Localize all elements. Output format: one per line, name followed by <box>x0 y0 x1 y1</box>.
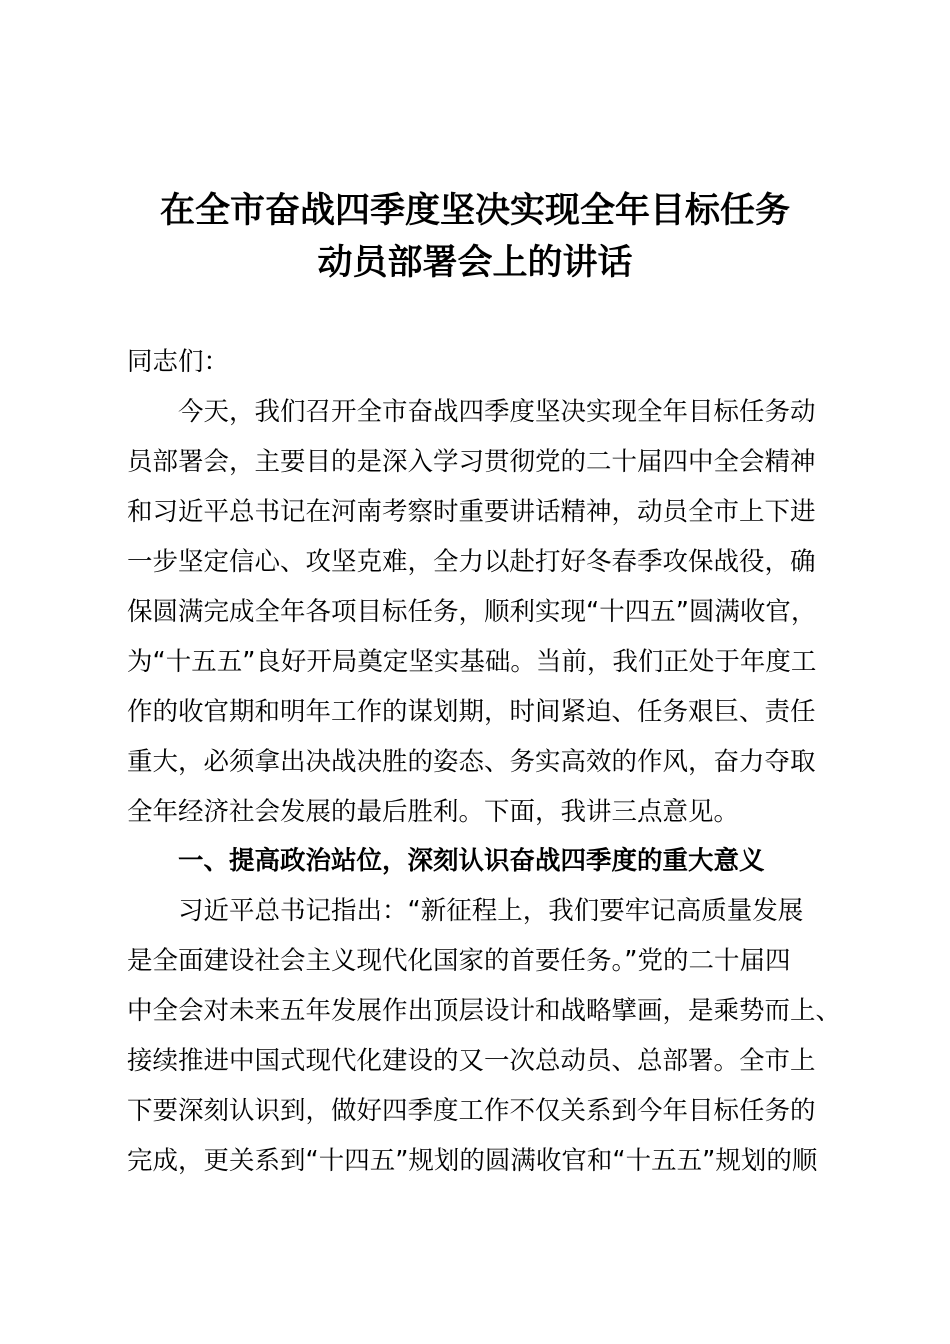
body-line: 作的收官期和明年工作的谋划期，时间紧迫、任务艰巨、责任 <box>127 697 816 727</box>
body-line: 保圆满完成全年各项目标任务，顺利实现“十四五”圆满收官， <box>127 597 817 627</box>
document-title-line-2: 动员部署会上的讲话 <box>317 243 633 283</box>
body-line: 完成，更关系到“十四五”规划的圆满收官和“十五五”规划的顺 <box>127 1146 818 1176</box>
body-line: 和习近平总书记在河南考察时重要讲话精神，动员全市上下进 <box>127 497 816 527</box>
body-line: 下要深刻认识到，做好四季度工作不仅关系到今年目标任务的 <box>127 1096 816 1126</box>
section-heading-1: 一、提高政治站位，深刻认识奋战四季度的重大意义 <box>178 846 765 876</box>
body-line: 一步坚定信心、攻坚克难，全力以赴打好冬春季攻保战役，确 <box>127 547 816 577</box>
body-line: 全年经济社会发展的最后胜利。下面，我讲三点意见。 <box>127 797 740 827</box>
body-line: 今天，我们召开全市奋战四季度坚决实现全年目标任务动 <box>178 397 816 427</box>
body-line: 中全会对未来五年发展作出顶层设计和战略擘画，是乘势而上、 <box>127 996 842 1026</box>
body-line: 习近平总书记指出：“新征程上，我们要牢记高质量发展 <box>178 896 804 926</box>
body-line: 是全面建设社会主义现代化国家的首要任务。”党的二十届四 <box>127 946 791 976</box>
body-line: 为“十五五”良好开局奠定坚实基础。当前，我们正处于年度工 <box>127 647 817 677</box>
body-line: 接续推进中国式现代化建设的又一次总动员、总部署。全市上 <box>127 1046 816 1076</box>
body-line: 重大，必须拿出决战决胜的姿态、务实高效的作风，奋力夺取 <box>127 747 816 777</box>
body-line: 员部署会，主要目的是深入学习贯彻党的二十届四中全会精神 <box>127 447 816 477</box>
salutation: 同志们： <box>127 347 230 377</box>
document-title-line-1: 在全市奋战四季度坚决实现全年目标任务 <box>159 191 790 231</box>
